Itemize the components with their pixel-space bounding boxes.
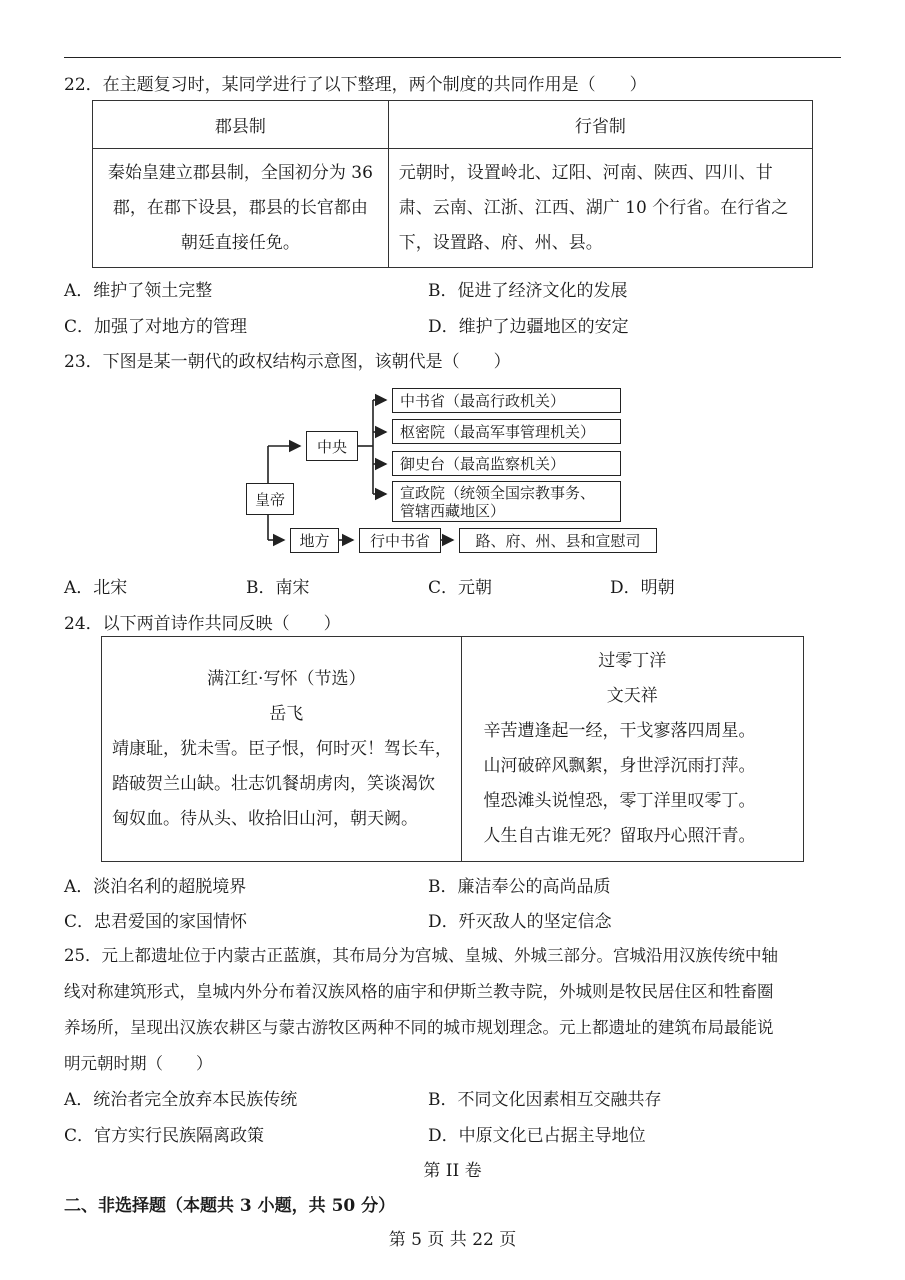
q24-poem-table [101, 636, 804, 862]
xuanzheng-line: 宣政院（统领全国宗教事务、 [400, 483, 596, 502]
poem-guolingdingyang [461, 637, 804, 862]
cell-line: 郡，在郡下设县，郡县的长官都由 [112, 197, 368, 218]
poem2-line: 人生自古谁无死？留取丹心照汗青。 [483, 826, 756, 846]
poem-manjianghong [102, 637, 462, 862]
q24-option-b[interactable]: B．廉洁奉公的高尚品质 [428, 877, 611, 897]
cell-line: 元朝时，设置岭北、辽阳、河南、陕西、四川、甘 [398, 162, 773, 183]
q25-option-a[interactable]: A．统治者完全放弃本民族传统 [64, 1090, 298, 1110]
q22-stem: 22．在主题复习时，某同学进行了以下整理，两个制度的共同作用是（ ） [64, 75, 647, 95]
q23-option-b[interactable]: B．南宋 [246, 578, 310, 598]
q24-option-c[interactable]: C．忠君爱国的家国情怀 [64, 912, 248, 932]
q25-option-c[interactable]: C．官方实行民族隔离政策 [64, 1126, 265, 1146]
poem2-line: 惶恐滩头说惶恐，零丁洋里叹零丁。 [483, 791, 756, 811]
poem2-author: 文天祥 [606, 686, 658, 706]
q25-stem-line: 明元朝时期（ ） [64, 1054, 213, 1073]
q22-option-a[interactable]: A．维护了领土完整 [64, 281, 213, 301]
q22-option-d[interactable]: D．维护了边疆地区的安定 [428, 317, 629, 337]
diagram-local: 地方 [290, 528, 339, 553]
diagram-central: 中央 [306, 431, 358, 461]
q25-stem-line: 线对称建筑形式，皇城内外分布着汉族风格的庙宇和伊斯兰教寺院，外城则是牧民居住区和牲畜圈 [64, 982, 774, 1001]
cell-line: 下，设置路、府、州、县。 [398, 232, 603, 253]
diagram-xingzhongshusheng: 行中书省 [359, 528, 441, 553]
q24-option-a[interactable]: A．淡泊名利的超脱境界 [64, 877, 247, 897]
q23-option-d[interactable]: D．明朝 [610, 578, 675, 598]
q24-stem: 24．以下两首诗作共同反映（ ） [64, 614, 341, 634]
poem1-author: 岳飞 [269, 703, 304, 724]
diagram-zhongshusheng: 中书省（最高行政机关） [392, 388, 621, 413]
table-header-junxian: 郡县制 [93, 101, 389, 149]
part2-heading: 二、非选择题（本题共 3 小题，共 50 分） [64, 1196, 396, 1216]
q25-option-d[interactable]: D．中原文化已占据主导地位 [428, 1126, 646, 1146]
diagram-emperor: 皇帝 [246, 483, 294, 515]
poem1-line: 靖康耻，犹未雪。臣子恨，何时灭！驾长车， [112, 738, 452, 759]
cell-line: 肃、云南、江浙、江西、湖广 10 个行省。在行省之 [398, 197, 789, 218]
page-footer: 第 5 页 共 22 页 [388, 1230, 517, 1250]
q25-stem-line: 养场所，呈现出汉族农耕区与蒙古游牧区两种不同的城市规划理念。元上都遗址的建筑布局最能说 [64, 1018, 774, 1037]
poem2-line: 辛苦遭逢起一经，干戈寥落四周星。 [483, 721, 756, 741]
q25-option-b[interactable]: B．不同文化因素相互交融共存 [428, 1090, 662, 1110]
cell-line: 朝廷直接任免。 [180, 232, 300, 253]
poem1-title: 满江红·写怀（节选） [207, 668, 366, 689]
part2-title: 第 II 卷 [423, 1161, 482, 1181]
q23-stem: 23．下图是某一朝代的政权结构示意图，该朝代是（ ） [64, 352, 511, 372]
q24-option-d[interactable]: D．歼灭敌人的坚定信念 [428, 912, 612, 932]
q22-option-b[interactable]: B．促进了经济文化的发展 [428, 281, 628, 301]
q25-stem-line: 25．元上都遗址位于内蒙古正蓝旗，其布局分为宫城、皇城、外城三部分。宫城沿用汉族传统中轴 [64, 946, 778, 965]
diagram-subunits: 路、府、州、县和宣慰司 [459, 528, 657, 553]
cell-line: 秦始皇建立郡县制，全国初分为 36 [107, 162, 373, 183]
diagram-xuanzhengyuan [392, 481, 621, 522]
q23-option-c[interactable]: C．元朝 [428, 578, 493, 598]
q22-option-c[interactable]: C．加强了对地方的管理 [64, 317, 248, 337]
table-header-xingsheng: 行省制 [388, 101, 812, 149]
poem2-title: 过零丁洋 [598, 651, 667, 671]
poem1-line: 匈奴血。待从头、收拾旧山河，朝天阙。 [112, 808, 418, 829]
q23-option-a[interactable]: A．北宋 [64, 578, 128, 598]
poem2-line: 山河破碎风飘絮，身世浮沉雨打萍。 [483, 756, 756, 776]
diagram-yushitai: 御史台（最高监察机关） [392, 451, 621, 476]
diagram-shumiyuan: 枢密院（最高军事管理机关） [392, 419, 621, 444]
xuanzheng-line: 管辖西藏地区） [400, 501, 506, 520]
poem1-line: 踏破贺兰山缺。壮志饥餐胡虏肉，笑谈渴饮 [112, 773, 435, 794]
